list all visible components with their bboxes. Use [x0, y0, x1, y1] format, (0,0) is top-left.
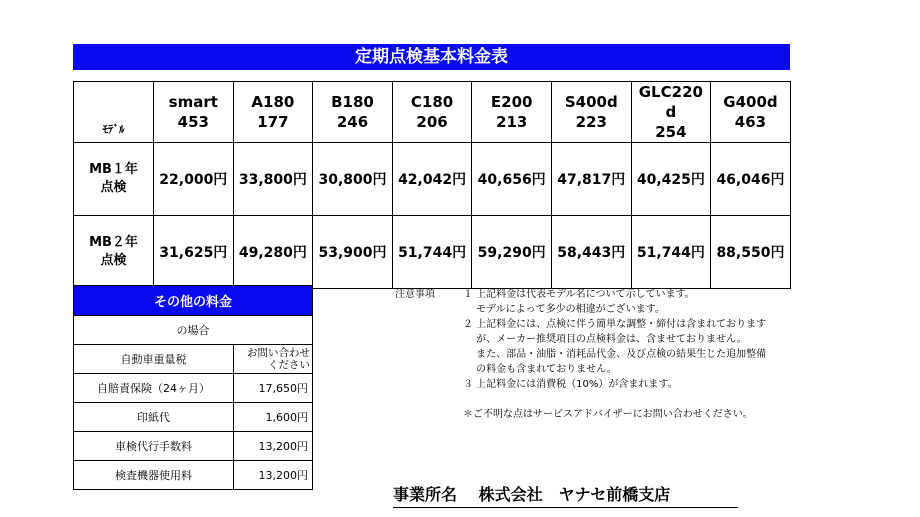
fee-name: 自動車重量税: [74, 345, 234, 374]
model-header: B180 246: [313, 82, 393, 143]
price-cell: 53,900円: [313, 216, 393, 289]
fee-name: 検査機器使用料: [74, 461, 234, 490]
fee-price: 1,600円: [234, 403, 313, 432]
fee-price: 17,650円: [234, 374, 313, 403]
table-row: [74, 216, 791, 289]
model-label: ﾓﾃﾞﾙ: [74, 82, 154, 143]
notes-label: 注意事項: [395, 289, 435, 300]
model-header: A180 177: [233, 82, 313, 143]
price-table: [73, 81, 791, 289]
note-line: [463, 392, 823, 407]
price-cell: 33,800円: [233, 143, 313, 216]
price-cell: 30,800円: [313, 143, 393, 216]
note-line: ３ 上記料金には消費税（10%）が含まれます。: [463, 379, 678, 390]
fee-name: 印紙代: [74, 403, 234, 432]
price-cell: 49,280円: [233, 216, 313, 289]
fee-name: 車検代行手数料: [74, 432, 234, 461]
fee-price: お問い合わせ ください: [234, 345, 313, 374]
list-item: [74, 345, 313, 374]
page-title: 定期点検基本料金表: [73, 44, 790, 70]
note-line: が、メーカー推奨項目の点検料金は、含ませておりません。: [463, 334, 747, 345]
row-label: MB１年 点検: [74, 143, 154, 216]
model-header: C180 206: [392, 82, 472, 143]
model-header: GLC220 d 254: [631, 82, 711, 143]
company-name: 事業所名 株式会社 ヤナセ前橋支店: [393, 482, 738, 508]
price-cell: 51,744円: [392, 216, 472, 289]
list-item: [74, 374, 313, 403]
notes-body: [463, 287, 823, 422]
model-header: smart 453: [154, 82, 234, 143]
note-line: の料金も含まれておりません。: [463, 364, 617, 375]
note-line: モデルによって多少の相違がございます。: [463, 304, 665, 315]
note-line: １ 上記料金は代表モデル名について示しています。: [463, 289, 695, 300]
model-header: E200 213: [472, 82, 552, 143]
price-cell: 51,744円: [631, 216, 711, 289]
price-cell: 22,000円: [154, 143, 234, 216]
price-cell: 31,625円: [154, 216, 234, 289]
other-fees-title: その他の料金: [74, 286, 313, 316]
model-header: S400d 223: [551, 82, 631, 143]
list-item: [74, 403, 313, 432]
fee-price: 13,200円: [234, 461, 313, 490]
price-cell: 40,425円: [631, 143, 711, 216]
model-header: G400d 463: [711, 82, 791, 143]
note-line: ＊ご不明な点はサービスアドバイザーにお問い合わせください。: [463, 409, 753, 420]
price-cell: 58,443円: [551, 216, 631, 289]
price-cell: 46,046円: [711, 143, 791, 216]
list-item: [74, 432, 313, 461]
row-label: MB２年 点検: [74, 216, 154, 289]
fee-price: 13,200円: [234, 432, 313, 461]
table-header-row: [74, 82, 791, 143]
other-fees-note: の場合: [74, 316, 313, 345]
list-item: [74, 461, 313, 490]
fee-name: 自賠責保険（24ヶ月）: [74, 374, 234, 403]
other-fees-table: [73, 285, 313, 490]
note-line: また、部品・油脂・消耗品代金、及び点検の結果生じた追加整備: [463, 349, 767, 360]
price-cell: 47,817円: [551, 143, 631, 216]
price-cell: 40,656円: [472, 143, 552, 216]
price-cell: 42,042円: [392, 143, 472, 216]
table-row: [74, 143, 791, 216]
price-cell: 59,290円: [472, 216, 552, 289]
note-line: ２ 上記料金には、点検に伴う簡単な調整・締付は含まれております: [463, 319, 767, 330]
price-cell: 88,550円: [711, 216, 791, 289]
